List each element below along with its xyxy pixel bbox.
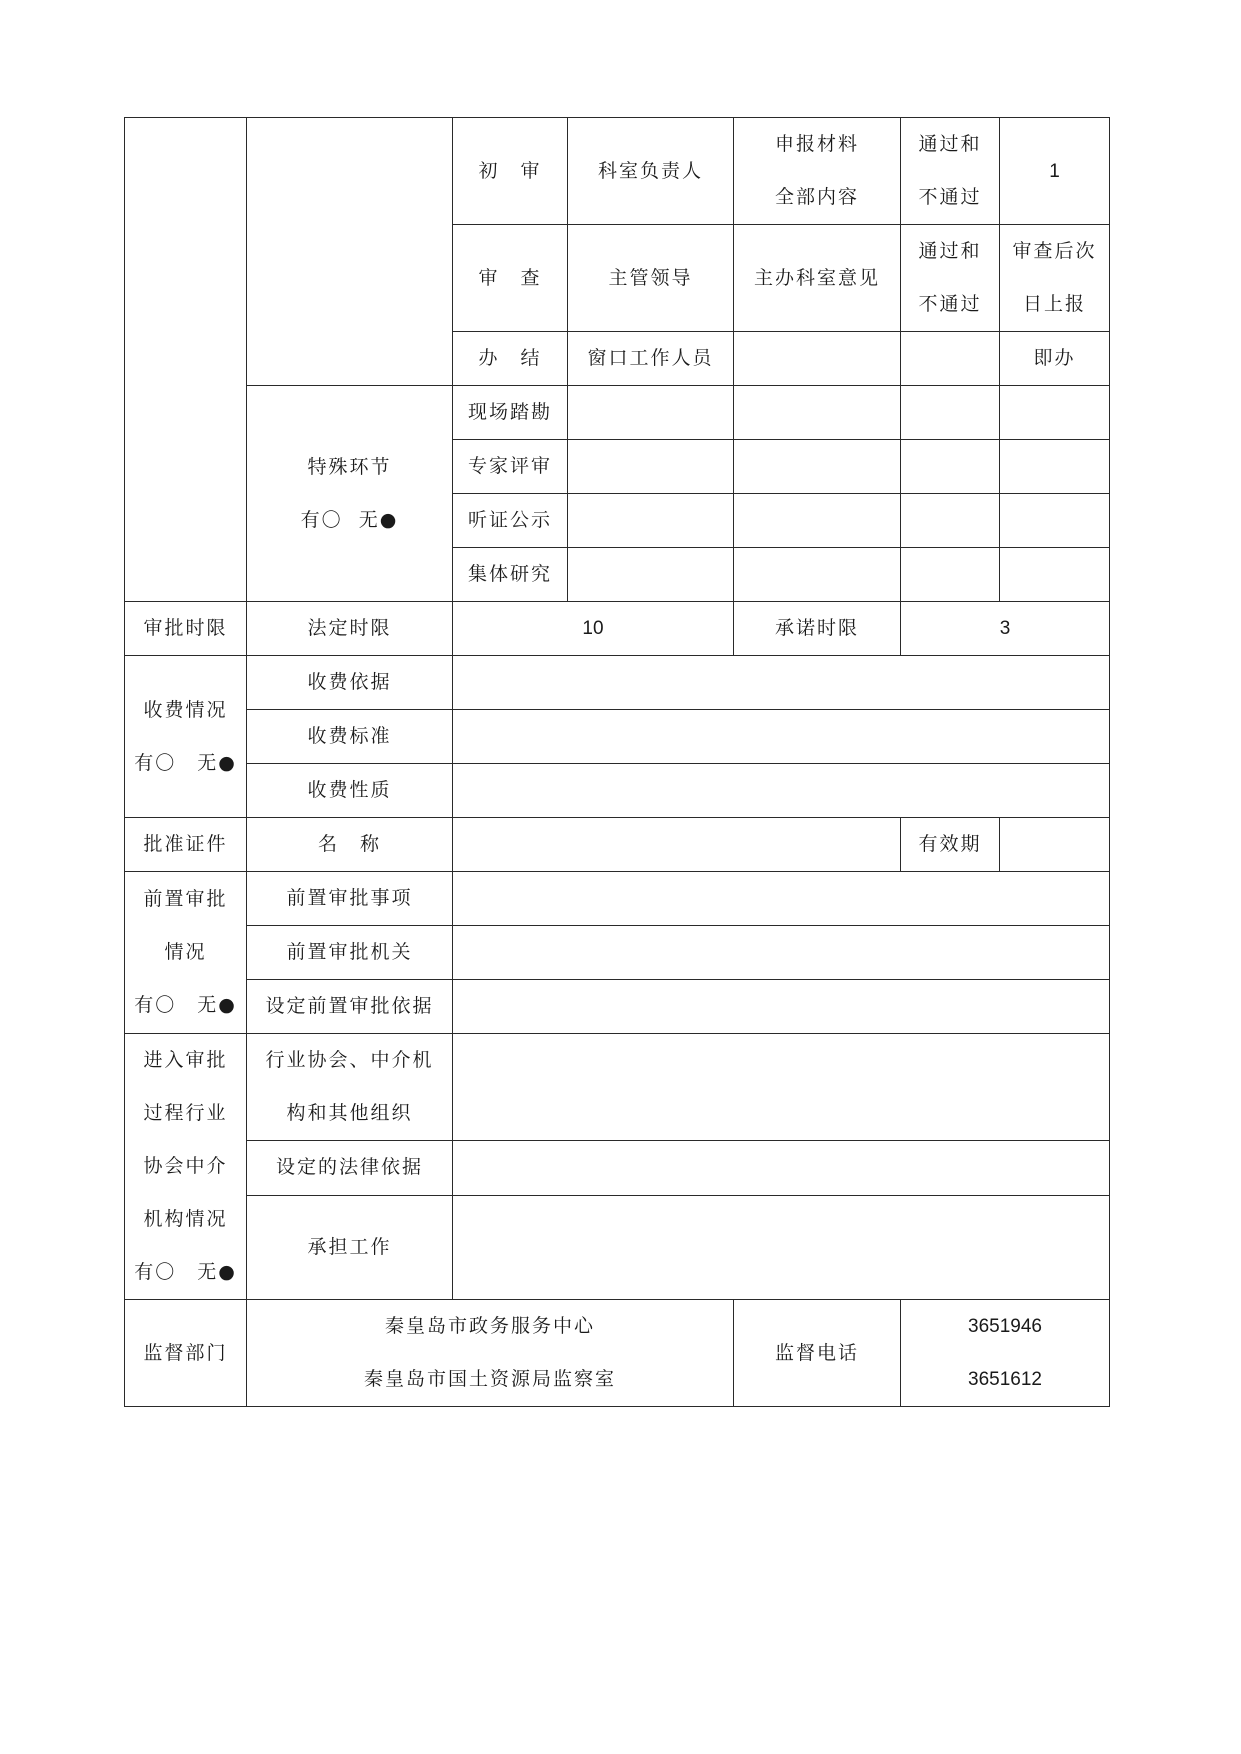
legal-limit-label: 法定时限 <box>247 602 453 656</box>
empty-cell <box>1000 440 1110 494</box>
intermediary-org-label: 行业协会、中介机 构和其他组织 <box>247 1034 453 1141</box>
fee-row-label: 收费标准 <box>247 710 453 764</box>
supervision-dept: 秦皇岛市国土资源局监察室 <box>363 1368 616 1390</box>
intermediary-row-1 <box>125 1034 1110 1141</box>
validity-value <box>1000 818 1110 872</box>
certificate-name-label: 名 称 <box>247 818 453 872</box>
approval-info-table <box>124 117 1110 1407</box>
certificate-label: 批准证件 <box>125 818 247 872</box>
legal-limit-value: 10 <box>453 602 734 656</box>
step-role: 窗口工作人员 <box>568 332 734 386</box>
pre-approval-label-cell: 前置审批 情况 有〇 无● <box>125 872 247 1034</box>
step-content: 申报材料 全部内容 <box>734 118 901 225</box>
pre-approval-row-3 <box>125 980 1110 1034</box>
special-item: 听证公示 <box>453 494 568 548</box>
step-role: 主管领导 <box>568 225 734 332</box>
pre-approval-row-value <box>453 872 1110 926</box>
supervision-phone: 3651946 <box>968 1316 1042 1337</box>
special-radio <box>247 494 452 547</box>
step-result: 通过和 不通过 <box>901 118 1000 225</box>
pre-approval-row-2 <box>125 926 1110 980</box>
special-item: 专家评审 <box>453 440 568 494</box>
step-name: 办 结 <box>453 332 568 386</box>
step-content <box>734 332 901 386</box>
empty-cell <box>734 440 901 494</box>
review-step-row-1 <box>125 118 1110 225</box>
blank-left-cell <box>125 118 247 602</box>
empty-cell <box>568 494 734 548</box>
empty-cell <box>1000 548 1110 602</box>
step-time: 审查后次 日上报 <box>1000 225 1110 332</box>
fees-label-cell <box>125 656 247 818</box>
empty-cell <box>734 494 901 548</box>
intermediary-work-label: 承担工作 <box>247 1195 453 1299</box>
step-result: 通过和 不通过 <box>901 225 1000 332</box>
empty-cell <box>901 548 1000 602</box>
supervision-label: 监督部门 <box>125 1300 247 1407</box>
fees-radio: 有〇 无● <box>134 751 237 774</box>
time-limit-label: 审批时限 <box>125 602 247 656</box>
pre-approval-row-label: 前置审批机关 <box>247 926 453 980</box>
pre-approval-row-1 <box>125 872 1110 926</box>
promise-limit-label: 承诺时限 <box>734 602 901 656</box>
step-result <box>901 332 1000 386</box>
empty-cell <box>568 386 734 440</box>
intermediary-law-value <box>453 1141 1110 1195</box>
empty-cell <box>901 494 1000 548</box>
supervision-phones <box>901 1300 1110 1407</box>
supervision-row <box>125 1300 1110 1407</box>
step-name: 初 审 <box>453 118 568 225</box>
empty-cell <box>734 548 901 602</box>
intermediary-law-label: 设定的法律依据 <box>247 1141 453 1195</box>
step-name: 审 查 <box>453 225 568 332</box>
fees-row-3 <box>125 764 1110 818</box>
pre-approval-row-label: 前置审批事项 <box>247 872 453 926</box>
special-item: 集体研究 <box>453 548 568 602</box>
empty-cell <box>568 548 734 602</box>
step-role: 科室负责人 <box>568 118 734 225</box>
radio-none-icon: 无● <box>358 508 399 531</box>
empty-cell <box>1000 494 1110 548</box>
step-content: 主办科室意见 <box>734 225 901 332</box>
fee-row-value <box>453 710 1110 764</box>
certificate-row <box>125 818 1110 872</box>
fee-row-value <box>453 764 1110 818</box>
fee-row-label: 收费依据 <box>247 656 453 710</box>
supervision-phone-label: 监督电话 <box>734 1300 901 1407</box>
step-time: 1 <box>1000 118 1110 225</box>
fees-row-1 <box>125 656 1110 710</box>
fees-row-2 <box>125 710 1110 764</box>
empty-cell <box>734 386 901 440</box>
empty-cell <box>1000 386 1110 440</box>
validity-label: 有效期 <box>901 818 1000 872</box>
promise-limit-value: 3 <box>901 602 1110 656</box>
pre-approval-row-label: 设定前置审批依据 <box>247 980 453 1034</box>
fees-label: 收费情况 <box>143 698 228 721</box>
empty-cell <box>901 440 1000 494</box>
supervision-phone: 3651612 <box>968 1369 1042 1390</box>
fee-row-label: 收费性质 <box>247 764 453 818</box>
intermediary-row-2 <box>125 1141 1110 1195</box>
supervision-depts <box>247 1300 734 1407</box>
special-row-1 <box>125 386 1110 440</box>
blank-process-cell <box>247 118 453 386</box>
special-label-cell <box>247 386 453 602</box>
special-label: 特殊环节 <box>307 455 392 478</box>
radio-has-icon: 有〇 <box>300 508 343 531</box>
intermediary-label-cell: 进入审批 过程行业 协会中介 机构情况 有〇 无● <box>125 1034 247 1300</box>
intermediary-org-value <box>453 1034 1110 1141</box>
fee-row-value <box>453 656 1110 710</box>
certificate-name-value <box>453 818 901 872</box>
time-limit-row <box>125 602 1110 656</box>
step-time: 即办 <box>1000 332 1110 386</box>
intermediary-row-3 <box>125 1195 1110 1299</box>
special-item: 现场踏勘 <box>453 386 568 440</box>
supervision-dept: 秦皇岛市政务服务中心 <box>384 1315 595 1337</box>
pre-approval-row-value <box>453 980 1110 1034</box>
pre-approval-row-value <box>453 926 1110 980</box>
empty-cell <box>901 386 1000 440</box>
empty-cell <box>568 440 734 494</box>
intermediary-work-value <box>453 1195 1110 1299</box>
